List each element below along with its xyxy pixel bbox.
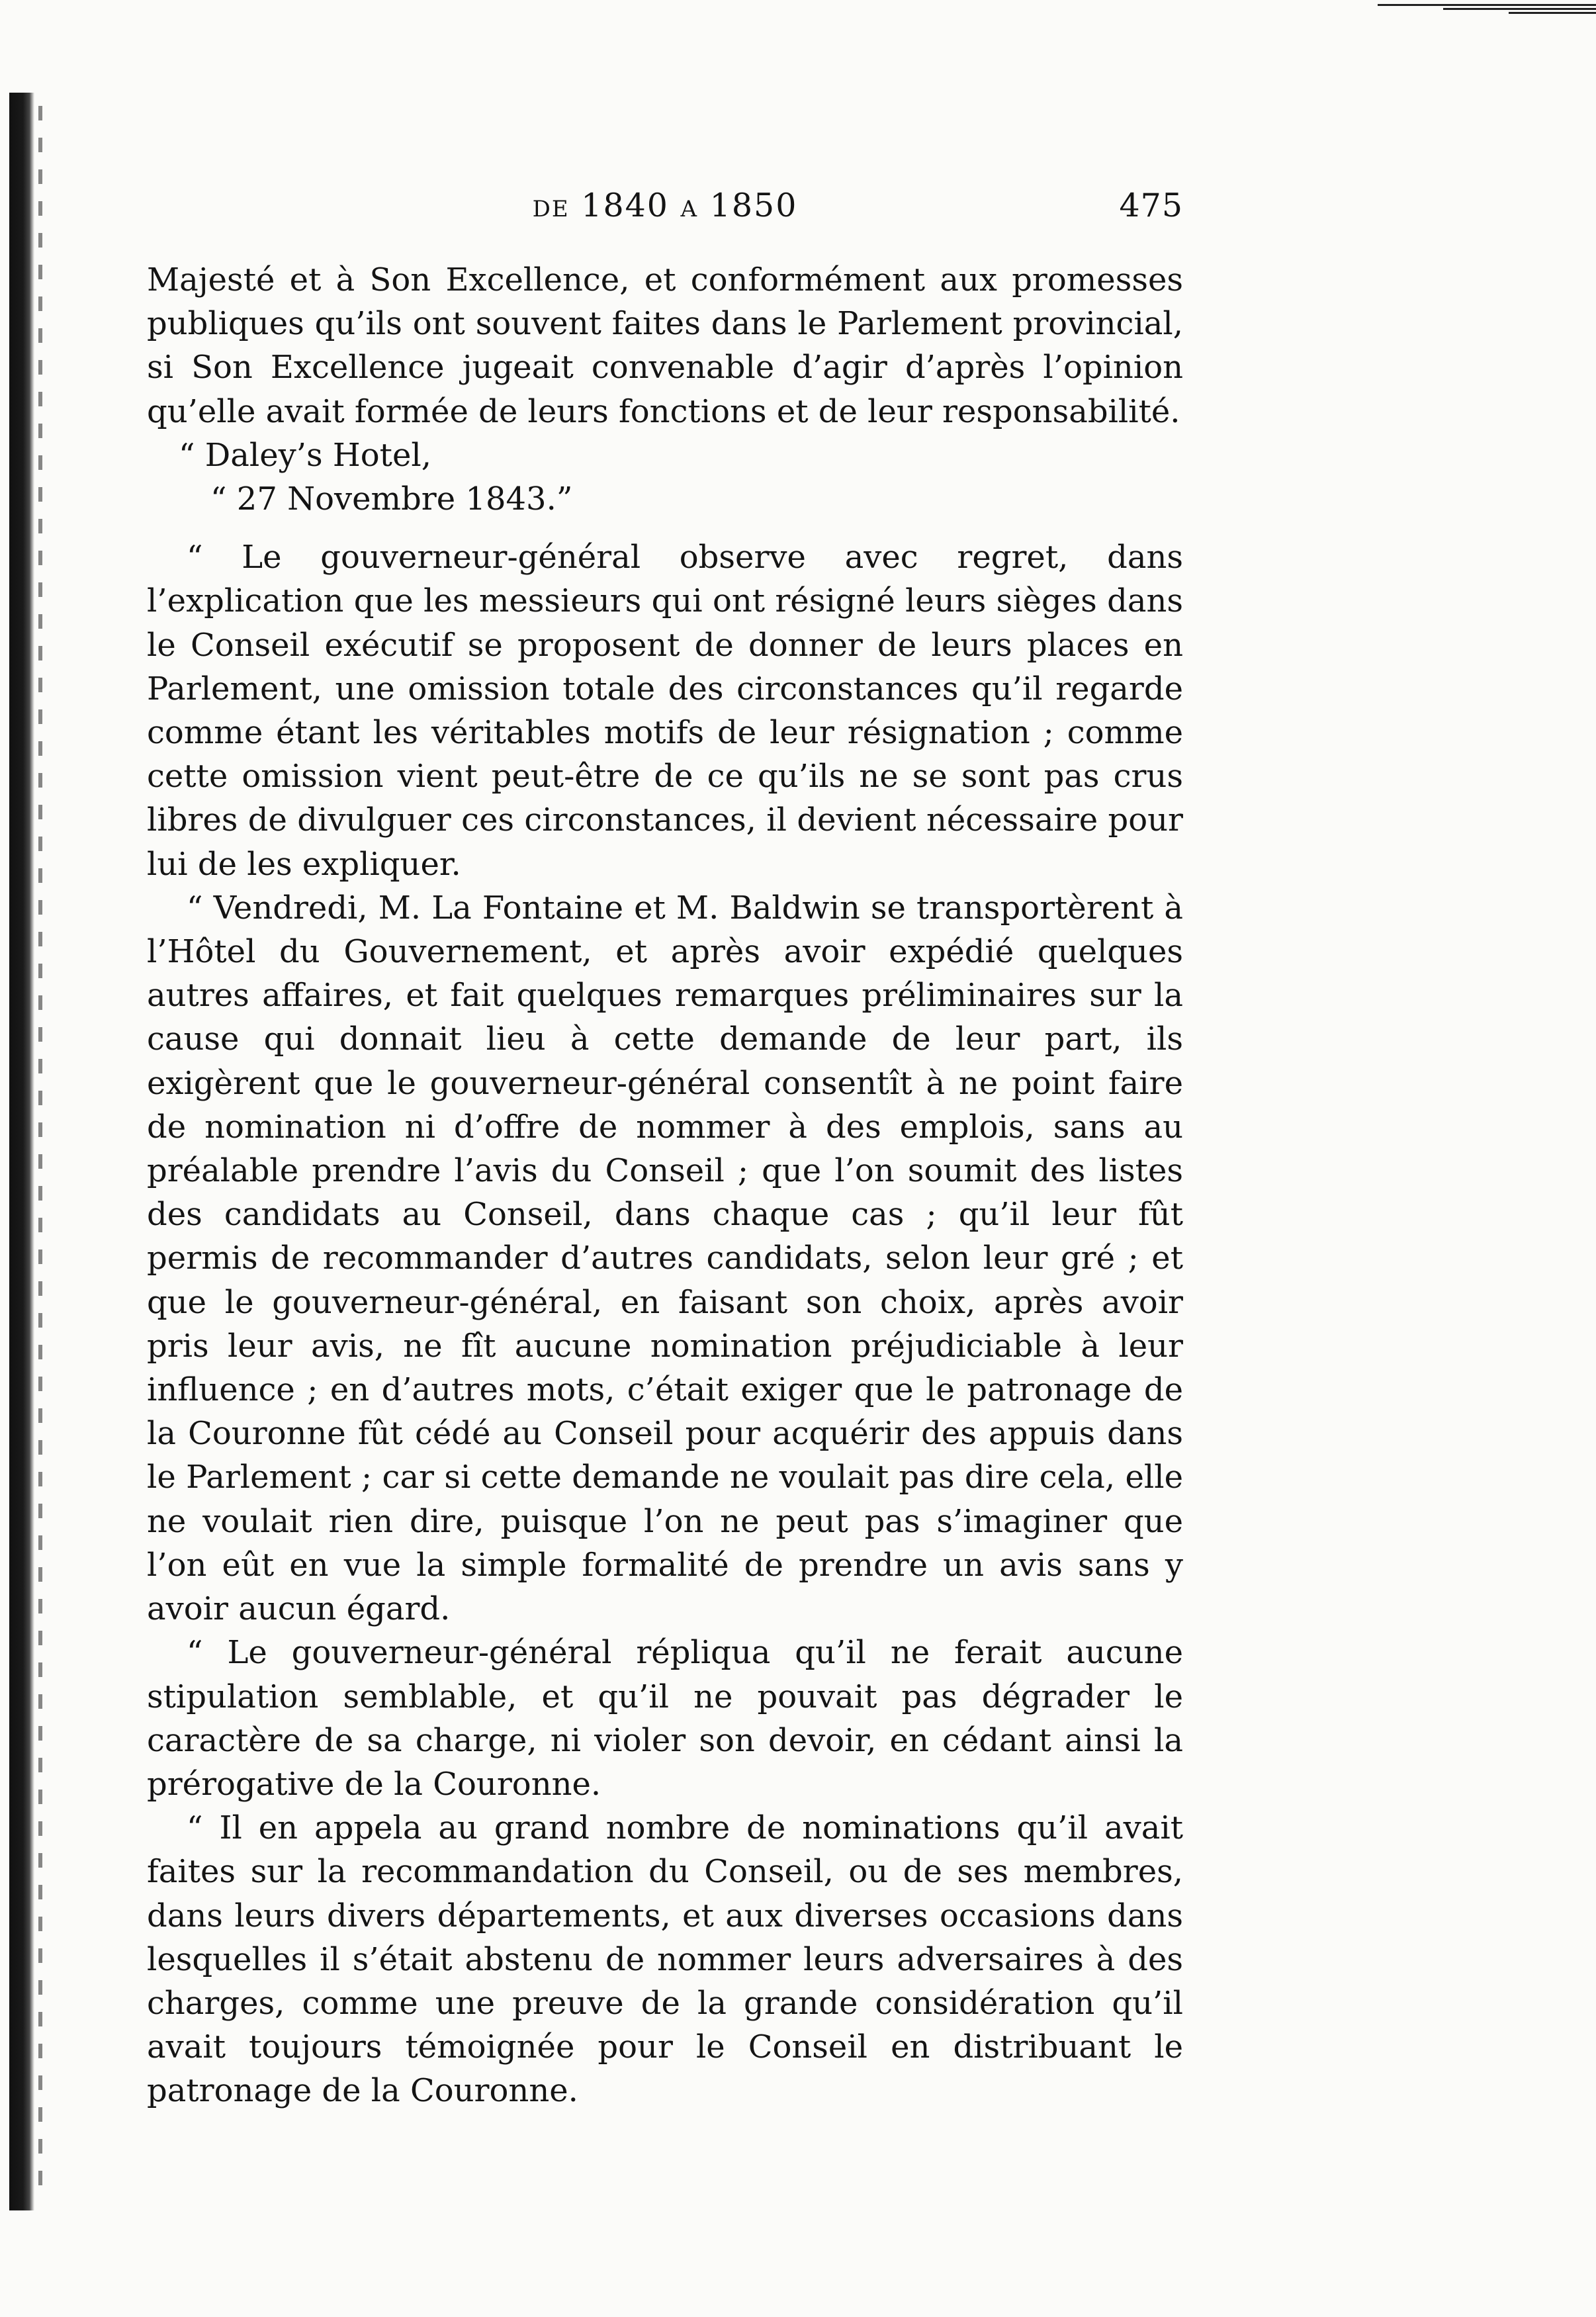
paragraph-continuation: Majesté et à Son Excellence, et conformément aux promesses publiques qu’ils ont souvent faites dans le Parlement provincial, si Son Excellence jugeait convenable d’agir d’après l’opinion qu’elle avait formée de leurs fonctions et de leur responsabilité. bbox=[147, 261, 1183, 430]
corner-rule-marks bbox=[1378, 4, 1596, 13]
running-head bbox=[147, 187, 1183, 233]
spine-edge-marks bbox=[38, 106, 42, 2191]
paragraph: “ Le gouverneur-général observe avec regret, dans l’explication que les messieurs qui ont résigné leurs sièges dans le Conseil exécutif se proposent de donner de leurs places en Parlement, une omission totale des circonstances qu’il regarde comme étant les véritables motifs de leur résignation ; comme cette omission vient peut-être de ce qu’ils ne se sont pas crus libres de divulguer ces circonstances, il devient nécessaire pour lui de les expliquer. bbox=[147, 539, 1183, 883]
paragraph: “ Vendredi, M. La Fontaine et M. Baldwin se transportèrent à l’Hôtel du Gouvernement, et après avoir expédié quelques autres affaires, et fait quelques remarques préliminaires sur la cause qui donnait lieu à cette demande de leur part, ils exigèrent que le gouverneur-général consentît à ne point faire de nomination ni d’offre de nommer à des emplois, sans au préalable prendre l’avis du Conseil ; que l’on soumit des listes des candidats au Conseil, dans chaque cas ; qu’il leur fût permis de recommander d’autres candidats, selon leur gré ; et que le gouverneur-général, en faisant son choix, après avoir pris leur avis, ne fît aucune nomination préjudiciable à leur influence ; en d’autres mots, c’était exiger que le patronage de la Couronne fût cédé au Conseil pour acquérir des appuis dans le Parlement ; car si cette demande ne voulait pas dire cela, elle ne voulait rien dire, puisque l’on ne peut pas s’imaginer que l’on eût en vue la simple formalité de prendre un avis sans y avoir aucun égard. bbox=[147, 889, 1183, 1628]
letter-place: “ Daley’s Hotel, bbox=[179, 436, 431, 474]
book-spine-shadow bbox=[9, 93, 34, 2210]
page-body bbox=[147, 258, 1183, 2113]
page-number: 475 bbox=[1119, 187, 1183, 224]
paragraph: “ Il en appela au grand nombre de nominations qu’il avait faites sur la recommandation du Conseil, ou de ses membres, dans leurs divers départements, et aux diverses occasions dans lesquelles il s’était abstenu de nommer leurs adversaires à des charges, comme une preuve de la grande considération qu’il avait toujours témoignée pour le Conseil en distribuant le patronage de la Couronne. bbox=[147, 1809, 1183, 2110]
paragraph: “ Le gouverneur-général répliqua qu’il ne ferait aucune stipulation semblable, et qu’il ne pouvait pas dégrader le caractère de sa charge, ni violer son devoir, en cédant ainsi la prérogative de la Couronne. bbox=[147, 1634, 1183, 1803]
letter-date: “ 27 Novembre 1843.” bbox=[210, 480, 573, 518]
running-title: de 1840 a 1850 bbox=[532, 187, 798, 224]
